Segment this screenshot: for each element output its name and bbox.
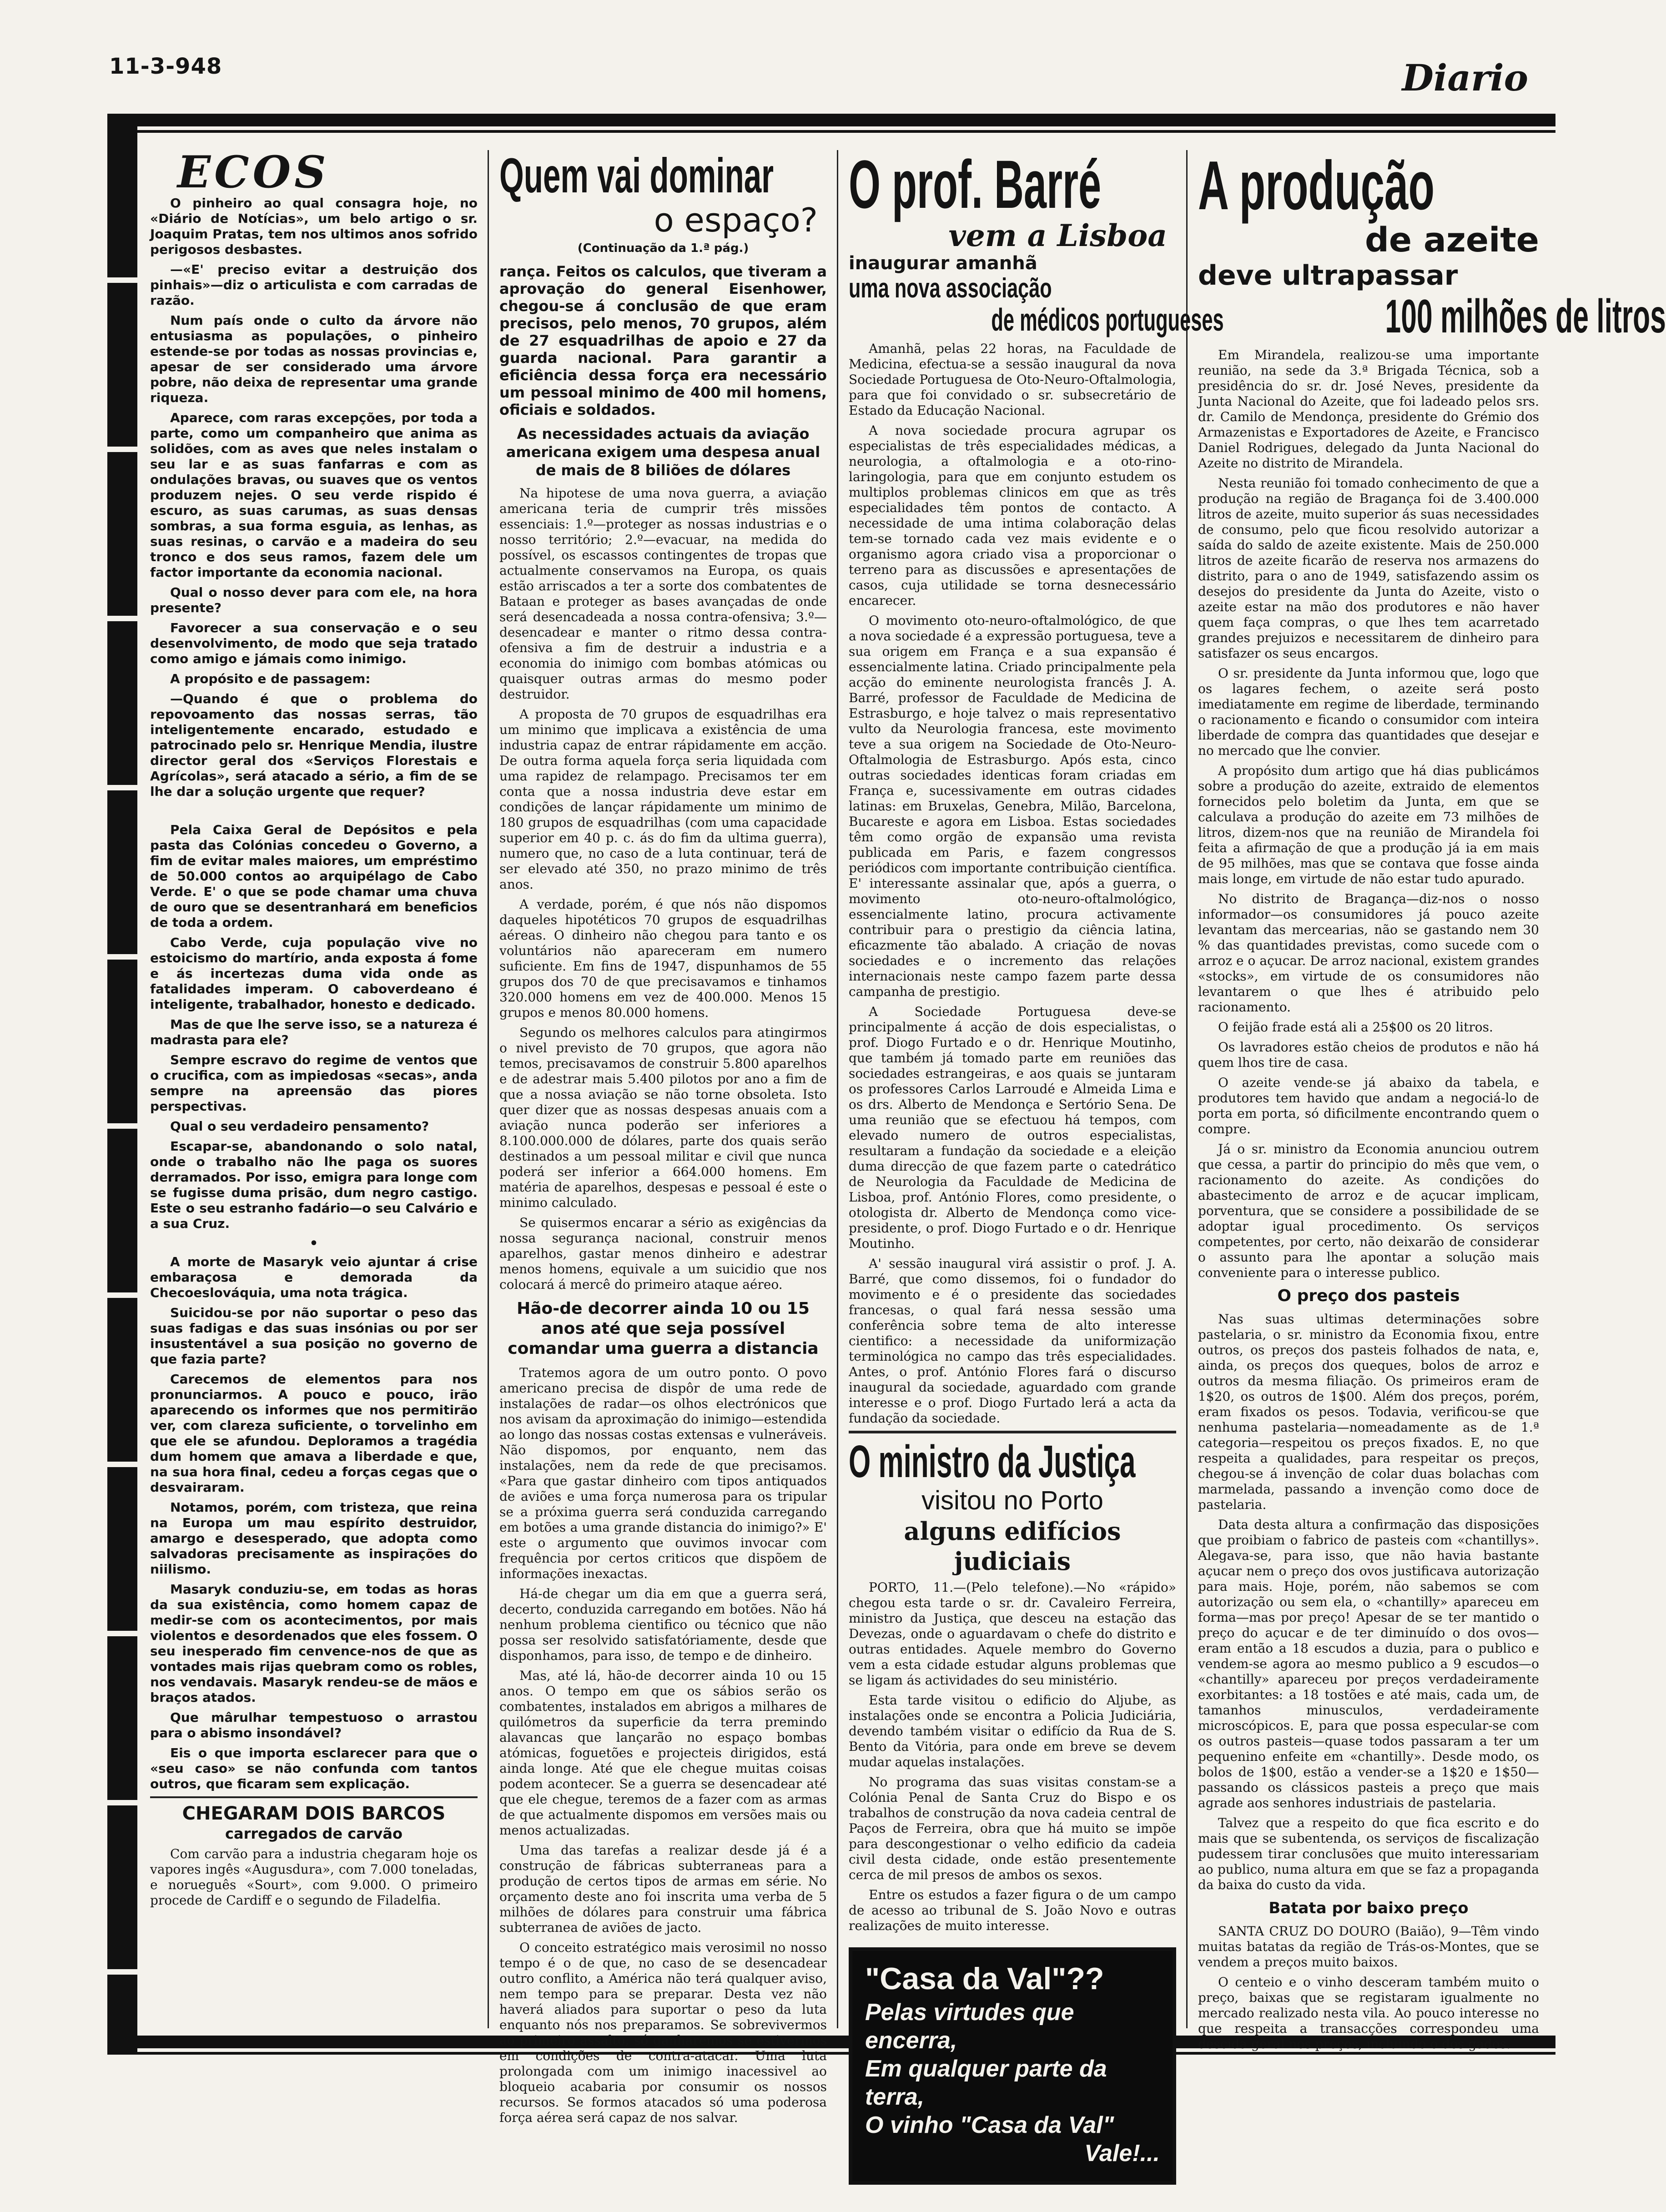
azeite-headline-box <box>1198 147 1539 224</box>
section-rule <box>849 1431 1176 1433</box>
azeite-paragraph: A propósito dum artigo que há dias publicámos sobre a produção do azeite, extraido de elementos fornecidos pelo boletim da Junta, em que se calculava a produção do azeite em 73 milhões de litros, dizem-nos que na reunião de Mirandela foi feita a afirmação de que a produção já ia em mais de 95 milhões, mas que se contava que fosse ainda mais longe, em virtude de não estar tudo apurado. <box>1198 763 1539 886</box>
azeite-paragraph: No distrito de Bragança—diz-nos o nosso informador—os consumidores já pouco azeite levantam das mercearias, não se gastando nem 30 % das quantidades previstas, como sucede com o arroz e o açucar. De arroz nacional, existem grandes «stocks», em virtude de os consumidores não levantarem o que lhes é atribuido pelo racionamento. <box>1198 891 1539 1015</box>
azeite-headline: A produção <box>1198 147 1435 224</box>
ecos-paragraph: Eis o que importa esclarecer para que o «seu caso» se não confunda com tantos outros, que ficaram sem explicação. <box>150 1745 478 1791</box>
column-barre <box>849 146 1224 2167</box>
separator-ornament: • <box>309 1236 318 1252</box>
left-border-bar <box>107 114 137 2055</box>
continuation-note: (Continuação da 1.ª pág.) <box>577 241 749 255</box>
espaco-paragraph: A verdade, porém, é que nós não dispomos daqueles hipotéticos 70 grupos de esquadrilhas aéreas. O dinheiro não chegou para tanto e os voluntários não apareceram em numero suficiente. Em fins de 1947, dispunhamos de 55 grupos dos 70 de que precisavamos e tinhamos 320.000 homens em vez de 400.000. Menos 15 grupos e menos 80.000 homens. <box>499 897 827 1020</box>
barre-kicker-box <box>849 302 1224 337</box>
azeite-paragraph: Já o sr. ministro da Economia anunciou outrem que cessa, a partir do principio do mês que vem, o racionamento do azeite. As condições do abastecimento de arroz e de açucar implicam, porventura, que se considere a possibilidade de se adoptar igual procedimento. Os serviços competentes, por certo, não deixarão de considerar o assunto para lhe apontar a solução mais conveniente para o interesse publico. <box>1198 1141 1539 1280</box>
ecos-paragraph: Num país onde o culto da árvore não entusiasma as populações, o pinheiro estende-se por todas as nossas provincias e, apesar de ser considerado uma árvore pobre, não deixa de representar uma grande riqueza. <box>150 313 478 405</box>
espaco-lead: rança. Feitos os calculos, que tiveram a aprovação do general Eisenhower, chegou-se á conclusão de que eram precisos, pelo menos, 70 grupos, além de 27 esquadrilhas de apoio e 27 da guarda nacional. Para garantir a eficiência dessa força era necessário um pessoal minimo de 400 mil homens, oficiais e soldados. <box>499 263 827 418</box>
espaco-subheading: Hão-de decorrer ainda 10 ou 15 anos até que seja possível comandar uma guerra a distancia <box>508 1299 819 1358</box>
espaco-paragraph: O conceito estratégico mais verosimil no nosso tempo é o de que, no caso de se desencadear outro conflito, a América não terá qualquer aviso, nem tempo para se preparar. Desta vez não haverá aliados para suportar o peso da luta enquanto nós nos preparamos. Se sobrevivermos ao primeiro assalto, só ganharemos se estivermos em condições de contra-atacar. Uma luta prolongada com um inimigo inacessivel ao bloqueio acabaria por consumir os nossos recursos. Se formos atacados só uma poderosa força aérea será capaz de nos salvar. <box>499 1940 827 2125</box>
barre-headline-box <box>849 146 1176 222</box>
barre-subheadline: vem a Lisboa <box>948 218 1167 253</box>
ecos-paragraph: A propósito e de passagem: <box>170 671 371 686</box>
ecos-paragraph: Cabo Verde, cuja população vive no estoicismo do martírio, anda exposta á fome e ás incertezas duma vida onde as fatalidades imperam. O caboverdeano é inteligente, trabalhador, honesto e dedicado. <box>150 935 478 1012</box>
ecos-paragraph: Escapar-se, abandonando o solo natal, onde o trabalho não lhe paga os suores derramados. Por isso, emigra para longe com se fugisse duma prisão, dum negro castigo. Este o seu estranho fadário—o seu Calvário e a sua Cruz. <box>150 1139 478 1231</box>
ecos-paragraph: Favorecer a sua conservação e o seu desenvolvimento, de modo que seja tratado como amigo e jámais como inimigo. <box>150 620 478 666</box>
page-date: 11-3-948 <box>109 54 222 79</box>
azeite-paragraph: SANTA CRUZ DO DOURO (Baião), 9—Têm vindo muitas batatas da região de Trás-os-Montes, que se vendem a preços muito baixos. <box>1198 1924 1539 1970</box>
barcos-subheading: carregados de carvão <box>225 1825 403 1842</box>
ad-line: Vale!... <box>1084 2140 1160 2167</box>
azeite-paragraph: O azeite vende-se já abaixo da tabela, e produtores tem havido que andam a negociá-lo de porta em porta, só dificilmente encontrando quem o compre. <box>1198 1075 1539 1136</box>
azeite-paragraph: Os lavradores estão cheios de produtos e não há quem lhos tire de casa. <box>1198 1040 1539 1070</box>
barre-paragraph: O movimento oto-neuro-oftalmológico, de que a nova sociedade é a expressão portuguesa, teve a sua origem em França e a sua expansão é essencialmente latina. Criado principalmente pela acção do eminente neurologista francês J. A. Barré, professor de Faculdade de Medicina de Estrasburgo, e hoje talvez o mais representativo vulto da Neurologia francesa, este movimento teve a sua origem na Sociedade de Oto-Neuro-Oftalmologia de Estrasburgo. Após esta, cinco outras sociedades identicas foram criadas em França e, sucessivamente em outras cidades latinas: em Bruxelas, Genebra, Milão, Barcelona, Bucareste e agora em Lisboa. Estas sociedades têm como orgão de expansão uma revista publicada em Paris, e fazem congressos periódicos com importante contribuição científica. E' interessante assinalar que, após a guerra, o movimento oto-neuro-oftalmológico, essencialmente latino, procura activamente contribuir para o prestigio da ciência latina, eficazmente tão abalado. A criação de novas sociedades e o incremento das relações internacionais neste campo fazem parte dessa campanha de prestigio. <box>849 613 1176 999</box>
ecos-paragraph: Sempre escravo do regime de ventos que o crucifica, com as impiedosas «secas», anda sempre na apreensão das piores perspectivas. <box>150 1052 478 1114</box>
pasteis-subheading: O preço dos pasteis <box>1277 1287 1460 1305</box>
ecos-paragraph: Qual o nosso dever para com ele, na hora presente? <box>150 585 478 615</box>
column-espaco <box>499 148 827 2125</box>
barcos-heading: CHEGARAM DOIS BARCOS <box>182 1803 446 1824</box>
ecos-paragraph: Suicidou-se por não suportar o peso das suas fadigas e das suas insónias ou por ser insustentável a sua posição no governo de que fazia parte? <box>150 1305 478 1367</box>
azeite-paragraph: Nas suas ultimas determinações sobre pastelaria, o sr. ministro da Economia fixou, entre outros, os preços dos pasteis folhados de nata, e, ainda, os preços dos queques, bolos de arroz e outros da mesma filiação. Os primeiros eram de 1$20, os outros de 1$00. Além dos preços, porém, eram fixados os pesos. Todavia, verificou-se que nenhuma pastelaria—nomeadamente as de 1.ª categoria—respeitou os preços fixados. E, no que respeita a qualidades, para respeitar os preços, chegou-se á invenção de colar duas bolachas com marmelada, passando a invenção como doce de pastelaria. <box>1198 1312 1539 1512</box>
azeite-paragraph: O centeio e o vinho desceram também muito o preço, baixas que se registaram igualmente no mercado realizado nesta vila. Ao pouco interesse no que respeita a transacções correspondeu uma descida geral nos preços, incluindo o dos gados. <box>1198 1975 1539 2051</box>
ecos-paragraph: Masaryk conduziu-se, em todas as horas da sua existência, como homem capaz de medir-se com os acontecimentos, por mais violentos e desordenados que eles fossem. O seu inesperado fim cenvence-nos de que as vontades mais rijas quebram como os robles, nos vendavais. Masaryk rendeu-se de mãos e braços atados. <box>150 1582 478 1705</box>
espaco-paragraph: A proposta de 70 grupos de esquadrilhas era um minimo que implicava a existência de uma industria capaz de entrar rápidamente em acção. De outra forma aquela força seria liquidada com uma rapidez de relampago. Precisamos ter em conta que a nossa industria deve estar em condições de lançar rápidamente um minimo de 180 grupos de esquadrilhas (com uma capacidade superior em 40 p. c. ás do fim da ultima guerra), numero que, no caso de a luta continuar, terá de ser elevado até 350, no prazo minimo de três anos. <box>499 707 827 892</box>
ecos-paragraph: Aparece, com raras excepções, por toda a parte, como um companheiro que anima as solidões, com as aves que neles instalam o seu lar e as suas fanfarras e com as ondulações bravas, ou suaves que os ventos produzem nejes. O seu verde rispido é escuro, as suas carumas, as suas densas sombras, a sua forma esguia, as lenhas, as suas resinas, o carvão e a madeira do seu tronco e dos seus ramos, fazem dele um factor importante da economia nacional. <box>150 410 478 580</box>
top-rule <box>107 114 1555 126</box>
ad-line: "Casa da Val"?? <box>865 1961 1104 1996</box>
azeite-paragraph: Em Mirandela, realizou-se uma importante reunião, na sede da 3.ª Brigada Técnica, sob a presidência do sr. dr. José Neves, presidente da Junta Nacional do Azeite, que foi ladeado pelos srs. dr. Camilo de Mendonça, presidente do Grémio dos Armazenistas e Exportadores de Azeite, e Francisco Daniel Rodrigues, delegado da Junta Nacional do Azeite no distrito de Mirandela. <box>1198 347 1539 471</box>
justica-headline-box <box>849 1438 1176 1485</box>
ad-line: Em qualquer parte da terra, <box>865 2056 1107 2110</box>
justica-paragraph: Entre os estudos a fazer figura o de um campo de acesso ao tribunal de S. João Novo e outras realizações de muito interesse. <box>849 1887 1176 1933</box>
justica-subheadline: visitou no Porto <box>921 1486 1103 1515</box>
column-divider <box>837 150 838 2028</box>
azeite-paragraph: Nesta reunião foi tomado conhecimento de que a produção na região de Bragança foi de 3.400.000 litros de azeite, muito superior ás suas necessidades de consumo, pelo que ficou resolvido autorizar a saída do saldo de azeite existente. Mais de 250.000 litros de azeite ficarão de reserva nos armazens do distrito, para o ano de 1949, satisfazendo assim os desejos do presidente da Junta do Azeite, visto o azeite estar na mão dos produtores e não haver quem faça compras, o que lhes tem acarretado grandes prejuizos e necessitarem de dinheiro para satisfazer os seus encargos. <box>1198 476 1539 661</box>
newspaper-title: Diario <box>1402 56 1528 99</box>
espaco-headline-2: o espaço? <box>654 201 818 239</box>
batata-subheading: Batata por baixo preço <box>1268 1899 1469 1917</box>
espaco-paragraph: Tratemos agora de um outro ponto. O povo americano precisa de dispôr de uma rede de instalações de radar—os olhos electrónicos que nos avisam da aproximação do inimigo—estendida ao longo das nossas costas extensas e vulneráveis. Não dispomos, por enquanto, nem das instalações, nem da rede de que precisamos. «Para que gastar dinheiro com tipos antiquados de aviões e uma força numerosa para os tripular se a próxima guerra será conduzida carregando em botões a uma grande distancia do inimigo?» E' este o argumento que ouvimos invocar com frequência por certos criticos que dispõem de informações inexactas. <box>499 1365 827 1581</box>
column-azeite <box>1198 147 1666 2051</box>
justica-paragraph: PORTO, 11.—(Pelo telefone).—No «rápido» chegou esta tarde o sr. dr. Cavaleiro Ferreira, ministro da Justiça, que desceu na estação das Devezas, onde o aguardavam o chefe do distrito e outras entidades. Aquele membro do Governo vem a esta cidade estudar alguns problemas que se ligam ás actividades do seu ministério. <box>849 1580 1176 1688</box>
ad-line: O vinho "Casa da Val" <box>865 2112 1114 2138</box>
espaco-paragraph: Mas, até lá, hão-de decorrer ainda 10 ou 15 anos. O tempo em que os sábios serão os combatentes, instalados em abrigos a milhares de quilómetros da superficie da terra premindo alavancas que lançarão no espaço bombas atómicas, foguetões e projecteis dirigidos, está ainda longe. Até que ele chegue muitas coisas podem acontecer. Se a guerra se desencadear até que ele chegue, teremos de a fazer com as armas de que actualmente dispomos em versões mais ou menos actualizadas. <box>499 1668 827 1838</box>
azeite-headline: 100 milhões de litros <box>1385 290 1666 343</box>
azeite-paragraph: Talvez que a respeito do que fica escrito e do mais que se subentenda, os serviços de fiscalização pudessem tirar conclusões que muito interessariam ao publico, numa altura em que se faz a propaganda da baixa do custo da vida. <box>1198 1815 1539 1892</box>
justica-paragraph: Esta tarde visitou o edificio do Aljube, as instalações onde se encontra a Policia Judiciária, devendo também visitar o edifício da Rua de S. Bento da Vitória, para onde em breve se devem mudar aquelas instalações. <box>849 1693 1176 1770</box>
ecos-paragraph: Notamos, porém, com tristeza, que reina na Europa um mau espírito destruidor, amargo e desesperado, que adopta como salvadoras precisamente as inspirações do niilismo. <box>150 1500 478 1577</box>
espaco-headline-1: Quem vai dominar <box>499 148 774 203</box>
justica-headline: O ministro da Justiça <box>849 1436 1136 1487</box>
espaco-subheading: As necessidades actuais da aviação americana exigem uma despesa anual de mais de 8 biliões de dólares <box>506 425 820 479</box>
ecos-heading-block <box>150 146 478 198</box>
column-divider <box>1186 150 1188 2028</box>
barre-kicker: de médicos portugueses <box>991 302 1224 337</box>
azeite-paragraph: O sr. presidente da Junta informou que, logo que os lagares fechem, o azeite será posto imediatamente em regime de liberdade, terminando o racionamento e ficando o consumidor com inteira liberdade de compra das quantidades que desejar e no mercado que lhe convier. <box>1198 666 1539 758</box>
espaco-paragraph: Se quisermos encarar a sério as exigências da nossa segurança nacional, construir menos aparelhos, gastar menos dinheiro e adestrar menos homens, equivale a um suicidio que nos colocará á mercê do primeiro ataque aéreo. <box>499 1215 827 1292</box>
barre-paragraph: Amanhã, pelas 22 horas, na Faculdade de Medicina, efectua-se a sessão inaugural da nova Sociedade Portuguesa de Oto-Neuro-Oftalmologia, para que foi convidado o sr. subsecretário de Estado da Educação Nacional. <box>849 341 1176 418</box>
espaco-paragraph: Segundo os melhores calculos para atingirmos o nivel previsto de 70 grupos, que agora não temos, precisavamos de construir 5.800 aparelhos e de adestrar mais 5.400 pilotos por ano a fim de que a nossa aviação se não torne obsoleta. Isto quer dizer que as nossas despesas anuais com a aviação nunca poderão ser inferiores a 8.100.000.000 de dólares, parte dos quais serão destinados a um pessoal militar e civil que nunca poderá ser inferior a 664.000 homens. Em matéria de aparelhos, despesas e pessoal é este o minimo calculado. <box>499 1025 827 1210</box>
ecos-paragraph: —Quando é que o problema do repovoamento das nossas serras, tão inteligentemente encarado, estudado e patrocinado pelo sr. Henrique Mendia, ilustre director geral dos «Serviços Florestais e Agrícolas», será atacado a sério, a fim de se lhe dar a solução urgente que requer? <box>150 691 478 799</box>
column-ecos <box>150 146 478 2028</box>
barre-paragraph: A nova sociedade procura agrupar os especialistas de três especialidades médicas, a neurologia, a oftalmologia e a oto-rino-laringologia, para que em conjunto estudem os multiplos problemas clinicos em que as três especialidades têm pontos de contacto. A necessidade de uma intima colaboração delas tem-se tornado cada vez mais evidente e o organismo agora criado visa a proporcionar o terreno para as discussões e apresentações de casos, cuja utilidade se torna desnecessário encarecer. <box>849 423 1176 608</box>
azeite-paragraph: O feijão frade está ali a 25$00 os 20 litros. <box>1218 1020 1493 1035</box>
bottom-rule-thin <box>107 2052 1555 2055</box>
ecos-paragraph: A morte de Masaryk veio ajuntar á crise embaraçosa e demorada da Checoeslováquia, uma nota trágica. <box>150 1254 478 1300</box>
barcos-text: Com carvão para a industria chegaram hoje os vapores ingês «Augusdura», com 7.000 toneladas, e norueguês «Sourt», com 9.000. O primeiro procede de Cardiff e o segundo de Filadelfia. <box>150 1846 478 1908</box>
espaco-paragraph: Há-de chegar um dia em que a guerra será, decerto, conduzida carregando em botões. Não há nenhum problema cientifico ou técnico que não possa ser resolvido satisfatóriamente, desde que disponhamos, para isso, de tempo e de dinheiro. <box>499 1586 827 1663</box>
barre-kicker: uma nova associação <box>849 273 1052 303</box>
ad-line: Pelas virtudes que encerra, <box>865 1999 1074 2054</box>
barre-paragraph: A Sociedade Portuguesa deve-se principalmente á acção de dois especialistas, o prof. Diogo Furtado e o dr. Henrique Moutinho, que também já tomado parte em reuniões das sociedades estrangeiras, e aos quais se juntaram os professores Carlos Larroudé e Almeida Lima e os drs. Alberto de Mendonça e Sertório Sena. De uma reunião que se efectuou há tempos, com elevado numero de outros especialistas, resultaram a fundação da sociedade e a eleição duma direcção de que fazem parte o catedrático de Neurologia da Faculdade de Medicina de Lisboa, prof. António Flores, como presidente, o otologista dr. Alberto de Mendonça como vice-presidente, o prof. Diogo Furtado e o dr. Henrique Moutinho. <box>849 1004 1176 1251</box>
casa-da-val-advertisement <box>849 1947 1176 2185</box>
ecos-heading: ECOS <box>177 146 330 198</box>
azeite-subheadline: de azeite <box>1364 221 1539 260</box>
ecos-paragraph: Carecemos de elementos para nos pronunciarmos. A pouco e pouco, irão aparecendo os informes que nos permitirão ver, com clareza suficiente, o torvelinho em que ele se afundou. Deploramos a tragédia dum homem que amava a liberdade e que, na sua hora final, cedeu a forças cegas que o desvairaram. <box>150 1372 478 1495</box>
ecos-paragraph: Qual o seu verdadeiro pensamento? <box>170 1119 429 1134</box>
ecos-paragraph: Que mârulhar tempestuoso o arrastou para o abismo insondável? <box>150 1710 478 1740</box>
azeite-subheadline: deve ultrapassar <box>1198 260 1458 292</box>
barre-paragraph: A' sessão inaugural virá assistir o prof. J. A. Barré, que como dissemos, foi o fundador do movimento e é o presidente das sociedades francesas, o qual fará nessa sessão uma conferência sobre tema de alto interesse cientifico: a necessidade da uniformização terminológica no campo das três especialidades. Antes, o prof. António Flores fará o discurso inaugural da sociedade, aguardado com grande interesse e o prof. Diogo Furtado lerá a acta da fundação da sociedade. <box>849 1256 1176 1426</box>
top-rule-thin <box>107 130 1555 133</box>
azeite-paragraph: Data desta altura a confirmação das disposições que proibiam o fabrico de pasteis com «chantillys». Alegava-se, para isso, que não havia bastante açucar nem o preço dos ovos justificava autorização para mais. Hoje, porém, não sabemos se com autorização ou sem ela, o «chantilly» apareceu em forma—mas por preço! Apesar de se ter mantido o preço do açucar e de ter diminuído o dos ovos—eram então a 18 escudos a duzia, para o publico e vendem-se agora ao mesmo publico a 9 escudos—o «chantilly» apareceu por preços verdadeiramente exorbitantes: a 18 tostões e até mais, cada um, de tamanhos minusculos, verdadeiramente microscópicos. E, para que possa especular-se com os outros pasteis—quase todos passaram a ter um pequenino enfeite em «chantilly». Desde modo, os bolos de 1$00, estão a vender-se a 1$20 e 1$50—passando os clássicos pasteis a preço que mais agrade aos senhores industriais de pastelaria. <box>1198 1517 1539 1810</box>
ecos-paragraph: Mas de que lhe serve isso, se a natureza é madrasta para ele? <box>150 1017 478 1047</box>
azeite-headline-box <box>1198 290 1666 343</box>
espaco-paragraph: Na hipotese de uma nova guerra, a aviação americana teria de cumprir três missões essenciais: 1.º—proteger as nossas industrias e o nosso território; 2.º—evacuar, na medida do possível, os escassos contingentes de tropas que actualmente conservamos na Europa, os quais estão arriscados a ter a sorte dos combatentes de Bataan e proteger as bases avançadas de onde será desencadeada a nossa contra-ofensiva; 3.º—desencadear e manter o ritmo dessa contra-ofensiva a fim de destruir a industria e a economia do inimigo com bombas atómicas ou quaisquer outras armas do mesmo poder destruidor. <box>499 486 827 702</box>
espaco-headline-1-box <box>499 150 827 201</box>
barre-kicker: inaugurar amanhã <box>849 253 1037 274</box>
justica-paragraph: No programa das suas visitas constam-se a Colónia Penal de Santa Cruz do Bispo e os trabalhos de construção da nova cadeia central de Paços de Ferreira, obra que há muito se impõe para descongestionar o velho edificio da cadeia civil desta cidade, onde estão presentemente cerca de mil presos de ambos os sexos. <box>849 1775 1176 1882</box>
justica-subheadline-2: alguns edifícios judiciais <box>904 1517 1121 1576</box>
ecos-paragraph: —«E' preciso evitar a destruição dos pinhais»—diz o articulista e com carradas de razão. <box>150 262 478 308</box>
ecos-paragraph: Pela Caixa Geral de Depósitos e pela pasta das Colónias concedeu o Governo, a fim de evitar males maiores, um empréstimo de 50.000 contos ao arquipélago de Cabo Verde. E' o que se pode chamar uma chuva de ouro que se desentranhará em beneficios de toda a ordem. <box>150 822 478 930</box>
barre-headline: O prof. Barré <box>849 146 1102 222</box>
espaco-paragraph: Uma das tarefas a realizar desde já é a construção de fábricas subterraneas para a produção de certos tipos de armas em série. No orçamento deste ano foi inscrita uma verba de 5 milhões de dólares para construir uma fábrica subterranea de aviões de jacto. <box>499 1843 827 1935</box>
barre-kicker-box <box>849 274 1176 303</box>
column-divider <box>488 150 489 2028</box>
ecos-paragraph: O pinheiro ao qual consagra hoje, no «Diário de Notícias», um belo artigo o sr. Joaquim Pratas, tem nos ultimos anos sofrido perigosos desbastes. <box>150 196 478 257</box>
section-rule <box>150 1796 478 1798</box>
